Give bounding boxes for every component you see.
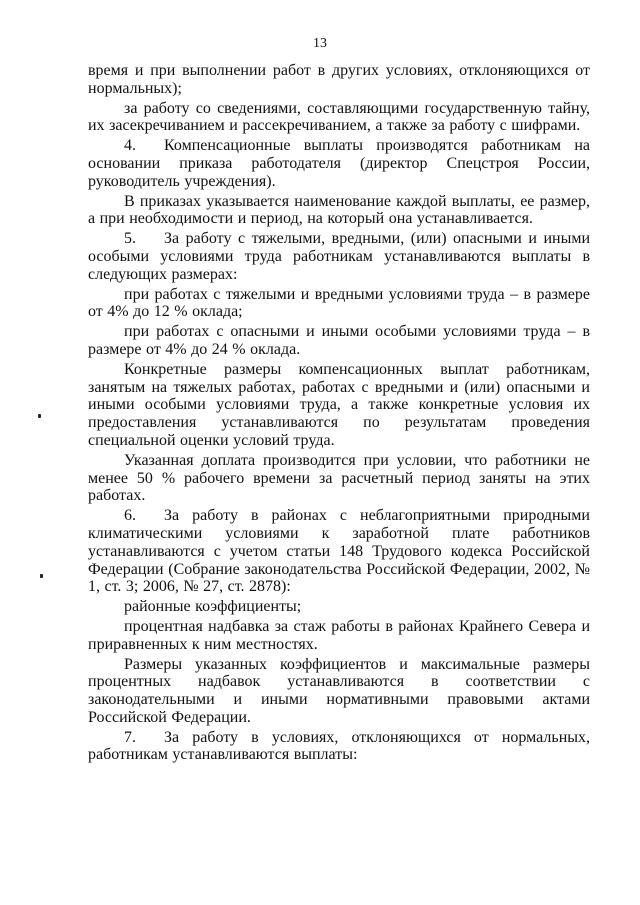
paragraph-numbered: 6. За работу в районах с неблагоприятными природными климатическими условиями к заработной плате работников устанавливаются с учетом статьи 148 Трудового кодекса Российской Федерации (Собрание законодательства Российской Федерации, 2002, № 1, ст. 3; 2006, № 27, ст. 2878):	[88, 507, 590, 596]
paragraph-number: 4.	[124, 137, 136, 155]
paragraph: Конкретные размеры компенсационных выплат работникам, занятым на тяжелых работах, работах с вредными и (или) опасными и иными особыми условиями труда, а также конкретные условия их предоставления устанавливаются по результатам проведения специальной оценки условий труда.	[88, 360, 590, 449]
scan-mark	[40, 574, 43, 578]
paragraph-numbered: 5. За работу с тяжелыми, вредными, (или) опасными и иными особыми условиями труда работникам устанавливаются выплаты в следующих размерах:	[88, 230, 590, 283]
scan-mark	[38, 414, 41, 418]
page-number: 13	[313, 36, 327, 51]
paragraph-number: 5.	[124, 230, 136, 248]
paragraph: при работах с опасными и иными особыми условиями труда – в размере от 4% до 24 % оклада.	[88, 323, 590, 358]
paragraph: В приказах указывается наименование каждой выплаты, ее размер, а при необходимости и период, на который она устанавливается.	[88, 192, 590, 228]
document-body	[88, 62, 590, 766]
paragraph: при работах с тяжелыми и вредными условиями труда – в размере от 4% до 12 % оклада;	[88, 285, 590, 321]
paragraph: за работу со сведениями, составляющими государственную тайну, их засекречиванием и рассекречиванием, а также за работу с шифрами.	[88, 99, 590, 135]
paragraph: процентная надбавка за стаж работы в районах Крайнего Севера и приравненных к ним местностях.	[88, 617, 590, 653]
paragraph-number: 6.	[124, 507, 136, 525]
paragraph: время и при выполнении работ в других условиях, отклоняющихся от нормальных);	[88, 62, 590, 97]
paragraph: Размеры указанных коэффициентов и максимальные размеры процентных надбавок устанавливаются в соответствии с законодательными и иными нормативными правовыми актами Российской Федерации.	[88, 655, 590, 726]
paragraph-numbered: 7. За работу в условиях, отклоняющихся от нормальных, работникам устанавливаются выплаты:	[88, 728, 590, 764]
paragraph: Указанная доплата производится при условии, что работники не менее 50 % рабочего времени за расчетный период заняты на этих работах.	[88, 451, 590, 505]
paragraph-numbered: 4. Компенсационные выплаты производятся работникам на основании приказа работодателя (директор Спецстроя России, руководитель учреждения).	[88, 137, 590, 190]
paragraph-number: 7.	[124, 728, 136, 746]
paragraph: районные коэффициенты;	[124, 598, 302, 616]
